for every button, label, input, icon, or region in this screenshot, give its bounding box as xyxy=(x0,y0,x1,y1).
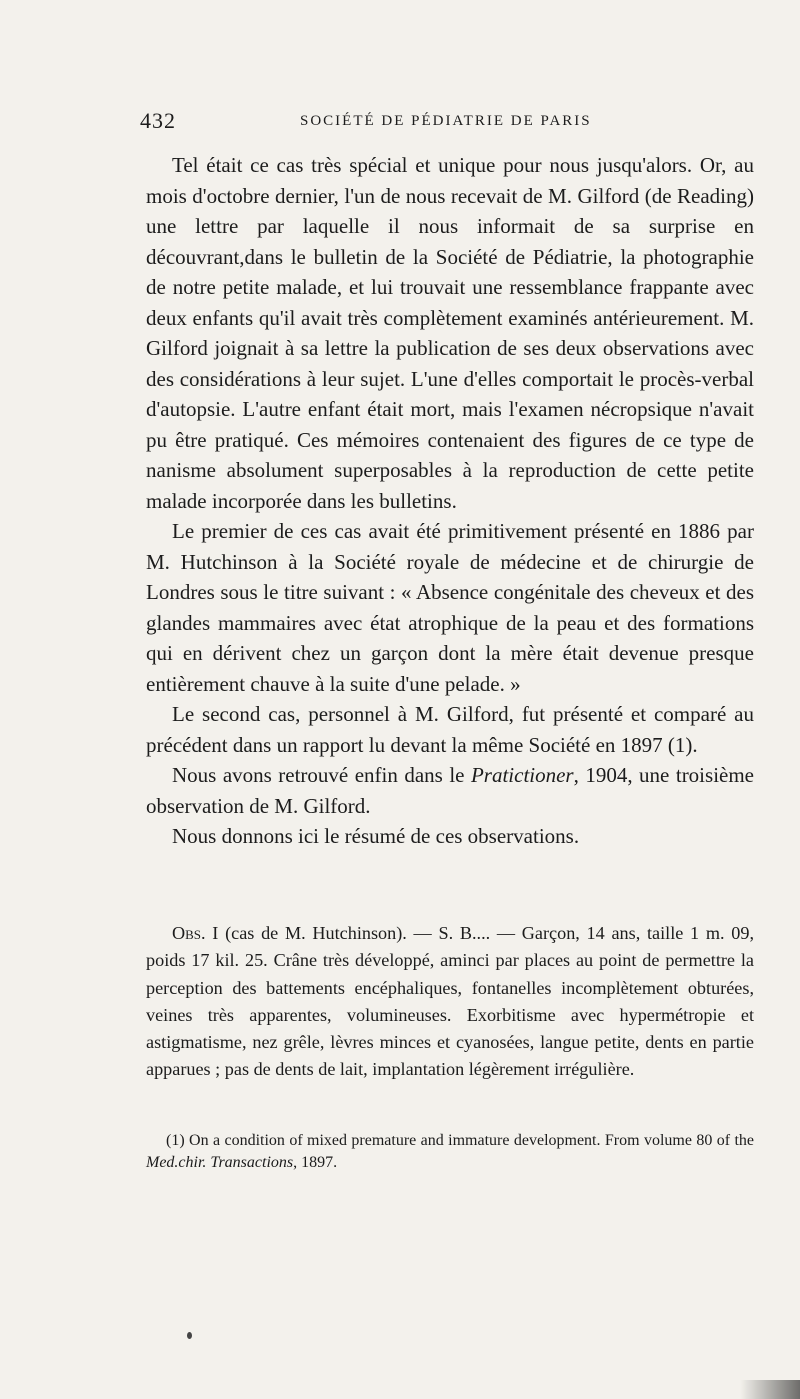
page-number: 432 xyxy=(140,108,176,133)
footnote xyxy=(146,1130,754,1174)
page-header xyxy=(140,108,760,138)
paragraph-1: Tel était ce cas très spécial et unique pour nous jusqu'alors. Or, au mois d'octobre dernier, l'un de nous recevait de M. Gilford (de Reading) une lettre par laquelle il nous informait de sa surprise en découvrant,dans le bulletin de la Société de Pédiatrie, la photographie de notre petite malade, et lui trouvait une ressemblance frappante avec deux enfants qu'il avait très complètement examinés antérieurement. M. Gilford joignait à sa lettre la publication de ses deux observations avec des considérations à leur sujet. L'une d'elles comportait le procès-verbal d'autopsie. L'autre enfant était mort, mais l'examen nécropsique n'avait pu être pratiqué. Ces mémoires contenaient des figures de ce type de nanisme absolument superposables à la reproduction de cette petite malade incorporée dans les bulletins. xyxy=(146,153,754,513)
scan-edge-shadow xyxy=(740,1380,800,1399)
paragraph-2: Le premier de ces cas avait été primitivement présenté en 1886 par M. Hutchinson à la Société royale de médecine et de chirurgie de Londres sous le titre suivant : « Absence congénitale des cheveux et des glandes mammaires avec état atrophique de la peau et des formations qui en dérivent chez un garçon dont la mère était devenue presque entièrement chauve à la suite d'une pelade. » xyxy=(146,519,754,696)
footnote-after: , 1897. xyxy=(293,1154,338,1171)
footnote-before: (1) On a condition of mixed premature and immature development. From volume 80 of the xyxy=(166,1132,754,1149)
paragraph-4-before: Nous avons retrouvé enfin dans le xyxy=(172,763,471,787)
paragraph-4-after: , 1904, une troisième observation de M. Gilford. xyxy=(146,763,755,818)
running-title: SOCIÉTÉ DE PÉDIATRIE DE PARIS xyxy=(300,113,592,129)
footnote-text xyxy=(146,1130,754,1174)
ink-speck xyxy=(187,1332,192,1339)
main-text xyxy=(146,150,754,852)
observation-label: Obs. I xyxy=(172,923,219,943)
footnote-journal: Med.chir. Transactions xyxy=(146,1154,294,1171)
paragraph-3: Le second cas, personnel à M. Gilford, fut présenté et comparé au précédent dans un rapport lu devant la même Société en 1897 (1). xyxy=(146,702,754,757)
journal-title: Pratictioner xyxy=(470,763,574,787)
paragraph-5: Nous donnons ici le résumé de ces observations. xyxy=(172,824,580,848)
paragraph-4 xyxy=(146,760,754,821)
observation-text: (cas de M. Hutchinson). — S. B.... — Garçon, 14 ans, taille 1 m. 09, poids 17 kil. 25. Crâne très développé, aminci par places au point de permettre la perception des battements encéphaliques, fontanelles incomplètement obturées, veines très apparentes, volumineuses. Exorbitisme avec hypermétropie et astigmatisme, nez grêle, lèvres minces et cyanosées, langue petite, dents en partie apparues ; pas de dents de lait, implantation légèrement irrégulière. xyxy=(146,923,754,1080)
observation-block xyxy=(146,920,754,1084)
observation-1 xyxy=(146,920,754,1084)
